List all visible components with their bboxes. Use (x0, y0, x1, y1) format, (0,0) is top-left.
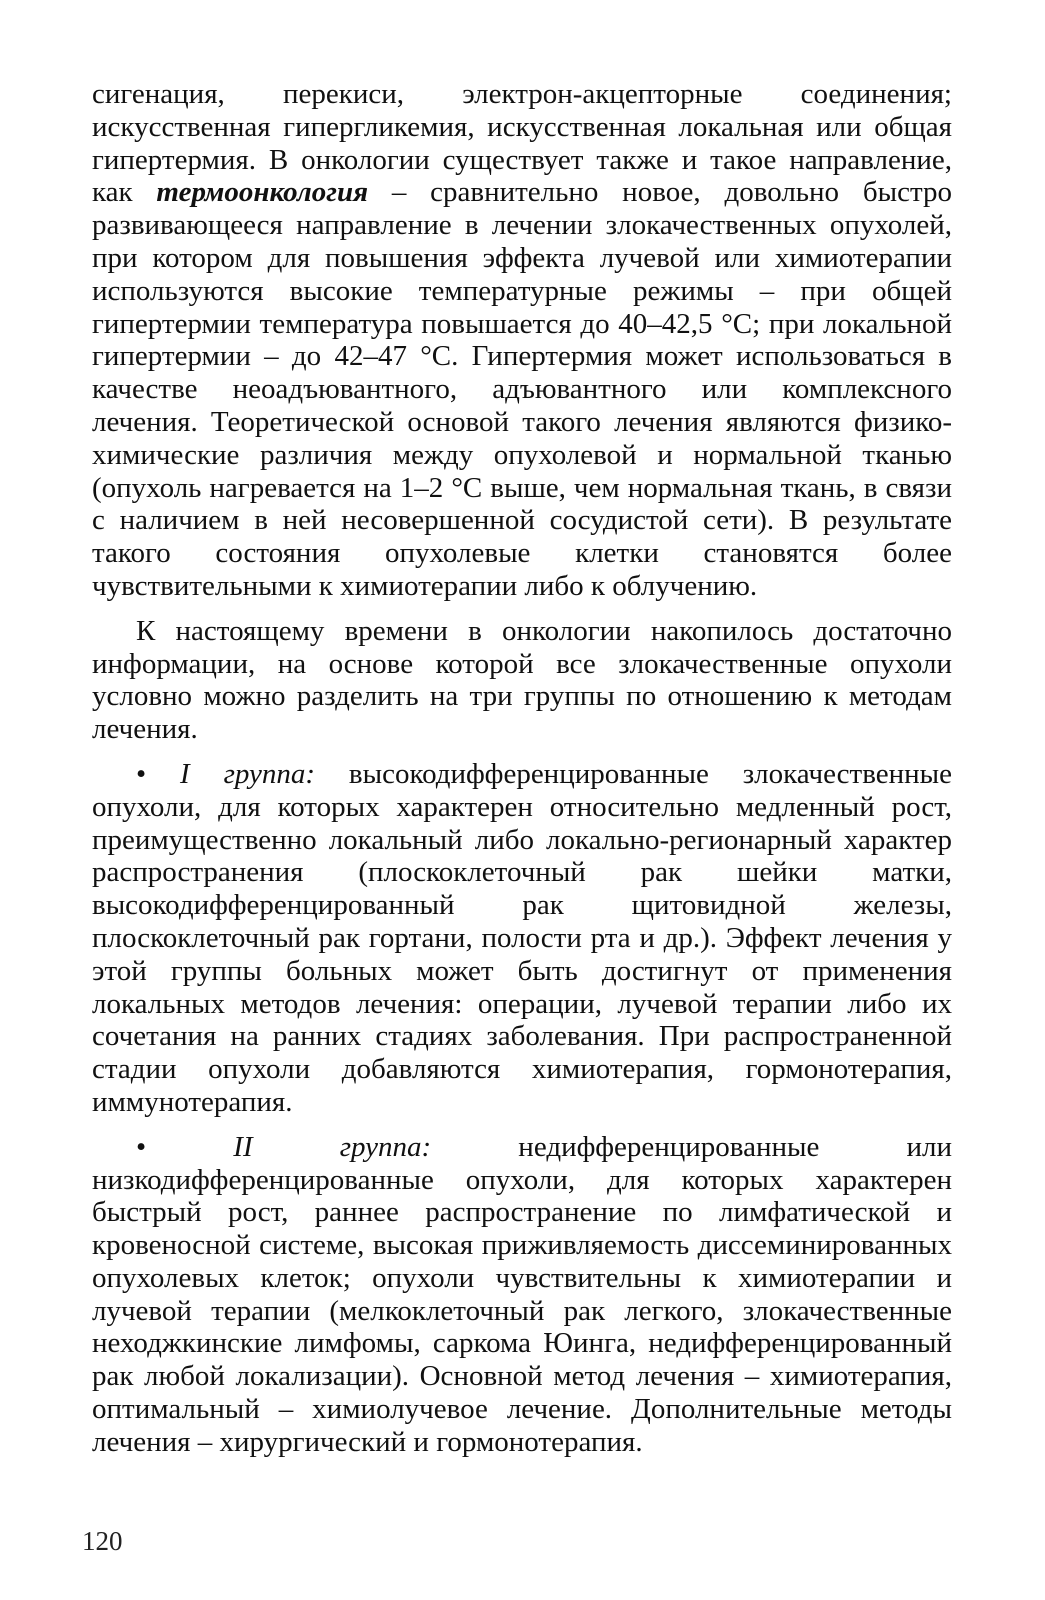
list-item-group-1 (92, 758, 952, 1119)
page-body (92, 78, 952, 1459)
paragraph-thermooncology (92, 78, 952, 603)
group-2-text: недифференцированные или низкодифференцированные опухоли, для которых характерен быстрый рост, раннее распространение по лимфатической и кровеносной системе, высокая приживляемость диссеминированных опухолевых клеток; опухоли чувствительны к химиотерапии и лучевой терапии (мелкоклеточный рак легкого, злокачественные неходжкинские лимфомы, саркома Юинга, недифференцированный рак любой локализации). Основной метод лечения – химиотерапия, оптимальный – химиолучевое лечение. Дополнительные методы лечения – хирургический и гормонотерапия. (92, 1130, 953, 1458)
group-2-label: II группа: (233, 1130, 432, 1163)
list-item-group-2 (92, 1131, 952, 1459)
bullet-icon: • (136, 1130, 147, 1163)
paragraph-text-before-term: сигенация, перекиси, электрон-акцепторные соединения; искусственная гипергликемия, искусственная локальная или общая гипертермия. В онкологии существует также и такое направление, как (92, 78, 952, 209)
group-1-text: высокодифференцированные злокачественные опухоли, для которых характерен относительно медленный рост, преимущественно локальный либо локально-регионарный характер распространения (плоскоклеточный рак шейки матки, высокодифференцированный рак щитовидной железы, плоскоклеточный рак гортани, полости рта и др.). Эффект лечения у этой группы больных может быть достигнут от применения локальных методов лечения: операции, лучевой терапии либо их сочетания на ранних стадиях заболевания. При распространенной стадии опухоли добавляются химиотерапия, гормонотерапия, иммунотерапия. (92, 757, 953, 1118)
group-1-label: I группа: (180, 757, 316, 790)
page-number: 120 (82, 1526, 123, 1556)
paragraph-text: К настоящему времени в онкологии накопилось достаточно информации, на основе которой все злокачественные опухоли условно можно разделить на три группы по отношению к методам лечения. (92, 614, 952, 746)
paragraph-text-after-term: – сравнительно новое, довольно быстро развивающееся направление в лечении злокачественных опухолей, при котором для повышения эффекта лучевой или химиотерапии используются высокие температурные режимы – при общей гипертермии температура повышается до 40–42,5 °С; при локальной гипертермии – до 42–47 °С. Гипертермия может использоваться в качестве неоадъювантного, адъювантного или комплексного лечения. Теоретической основой такого лечения являются физико-химические различия между опухолевой и нормальной тканью (опухоль нагревается на 1–2 °С выше, чем нормальная ткань, в связи с наличием в ней несовершенной сосудистой сети). В результате такого состояния опухолевые клетки становятся более чувствительными к химиотерапии либо к облучению. (92, 176, 952, 602)
term-thermooncology: термоонкология (156, 176, 369, 209)
bullet-icon: • (136, 757, 147, 790)
paragraph-tumor-groups-intro (92, 615, 952, 746)
